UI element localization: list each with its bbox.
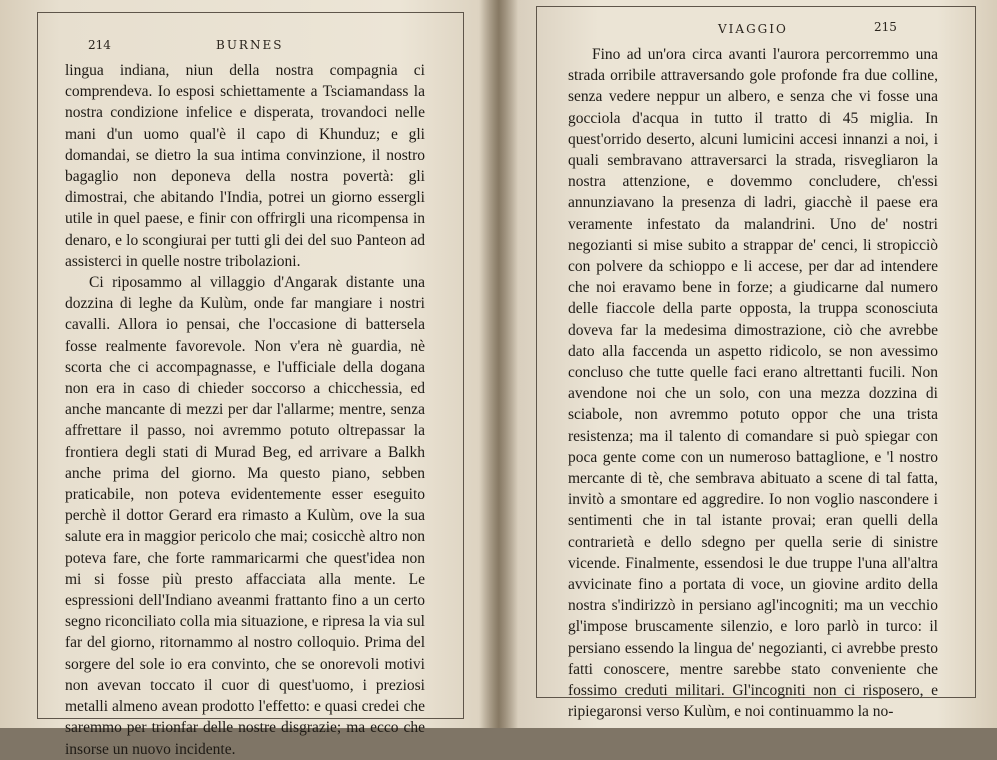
paragraph: Ci riposammo al villaggio d'Angarak distante una dozzina di leghe da Kulùm, onde far mangiare i nostri cavalli. Allora io pensai, che l'occasione di battersela fosse realmente favorevole. Non v'era nè guardia, nè scorta che ci accompagnasse, e l'ufficiale della dogana non era in caso di chieder soccorso a chicchessia, ed anche mancante di mezzi per dar l'allarme; mentre, senza affrettare il passo, noi avremmo potuto oltrepassar la frontiera degli stati di Murad Beg, ed arrivare a Balkh anche prima del giorno. Ma questo piano, sebben praticabile, non poteva evidentemente esser eseguito perchè il dottor Gerard era rimasto a Kulùm, ove la sua salute era in maggior pericolo che mai; cosicchè altro non poteva fare, che forte rammaricarmi che quest'idea non mi si fosse più presto affacciata alla mente. Le espressioni dell'Indiano aveanmi frattanto fino a un certo segno riconciliato colla mia situazione, e ripresa la via sul far del giorno, ritornammo al nostro colloquio. Prima del sorgere del sole io era convinto, che se onorevoli motivi non avevan toccato il cuor di quest'uomo, i preziosi metalli almeno avean prodotto l'effetto: e quasi credei che saremmo per trionfar delle nostre disgrazie; ma ecco che insorse un nuovo incidente.	[65, 274, 425, 758]
right-page-number: 215	[874, 20, 897, 34]
left-page	[0, 0, 494, 758]
book-gutter	[480, 0, 518, 728]
left-page-number: 214	[88, 38, 111, 52]
right-running-head: VIAGGIO	[718, 22, 788, 36]
left-page-text	[65, 60, 425, 760]
paragraph: Fino ad un'ora circa avanti l'aurora percorremmo una strada orribile attraversando gole profonde fra due colline, senza vedere neppur un albero, e senza che vi fosse una gocciola d'acqua in tutto il tratto di 45 miglia. In quest'orrido deserto, alcuni lumicini accesi innanzi a noi, i quali sembravano attraversarci la strada, risvegliaron la nostra attenzione, e dovemmo concludere, ch'essi annunziavano la presenza di ladri, giacchè il paese era veramente infestato da malandrini. Uno de' nostri negozianti si mise subito a strappar de' cenci, li stropicciò con polvere da schioppo e li accese, per dar ad intendere che noi eravamo bene in forze; a giudicarne dal numero delle fiaccole della parte opposta, la truppa sconosciuta doveva far la medesima dimostrazione, ciò che avrebbe dato alla faccenda un aspetto ridicolo, se non avessimo concluso che tutte quelle faci erano altrettanti fucili. Non avendone noi che un solo, con una mezza dozzina di sciabole, non avremmo potuto oppor che una trista resistenza; ma il talento di comandare si può spiegar con poca gente come con un numeroso battaglione, e 'l nostro mercante di tè, che sembrava abituato a scene di tal fatta, invitò a smontare ed aggredire. Io non voglio nascondere i sentimenti che in tal istante provai; eran quelli della contrarietà e dello sdegno per quella serie di sinistre vicende. Finalmente, essendosi le due truppe l'una all'altra avvicinate fino a portata di voce, un giovine ardito della nostra s'indirizzò in persiano agl'incogniti; ma un vecchio gl'impose bruscamente silenzio, e loro parlò in turco: il persiano essendo la lingua de' negozianti, ci avrebbe presto fatti conoscere, mentre sarebbe stato conveniente che fossimo creduti militari. Gl'incogniti non ci risposero, e ripiegaronsi verso Kulùm, e noi continuammo la no-	[568, 46, 938, 721]
left-running-head: BURNES	[216, 38, 284, 52]
right-page-text	[568, 44, 938, 723]
right-page	[500, 0, 997, 728]
paragraph: lingua indiana, niun della nostra compagnia ci comprendeva. Io esposi schiettamente a Tsciamandass la nostra condizione infelice e disperata, trovandoci nelle mani d'un uomo qual'è il capo di Khunduz; e gli domandai, se dietro la sua intima convinzione, il nostro bagaglio non deponeva della nostra povertà: gli dimostrai, che abitando l'India, potrei un giorno essergli utile in quel paese, e finir con offrirgli una ricompensa in denaro, e lo scongiurai per tutti gli dei del suo Panteon ad assisterci in quelle nostre tribolazioni.	[65, 62, 425, 270]
